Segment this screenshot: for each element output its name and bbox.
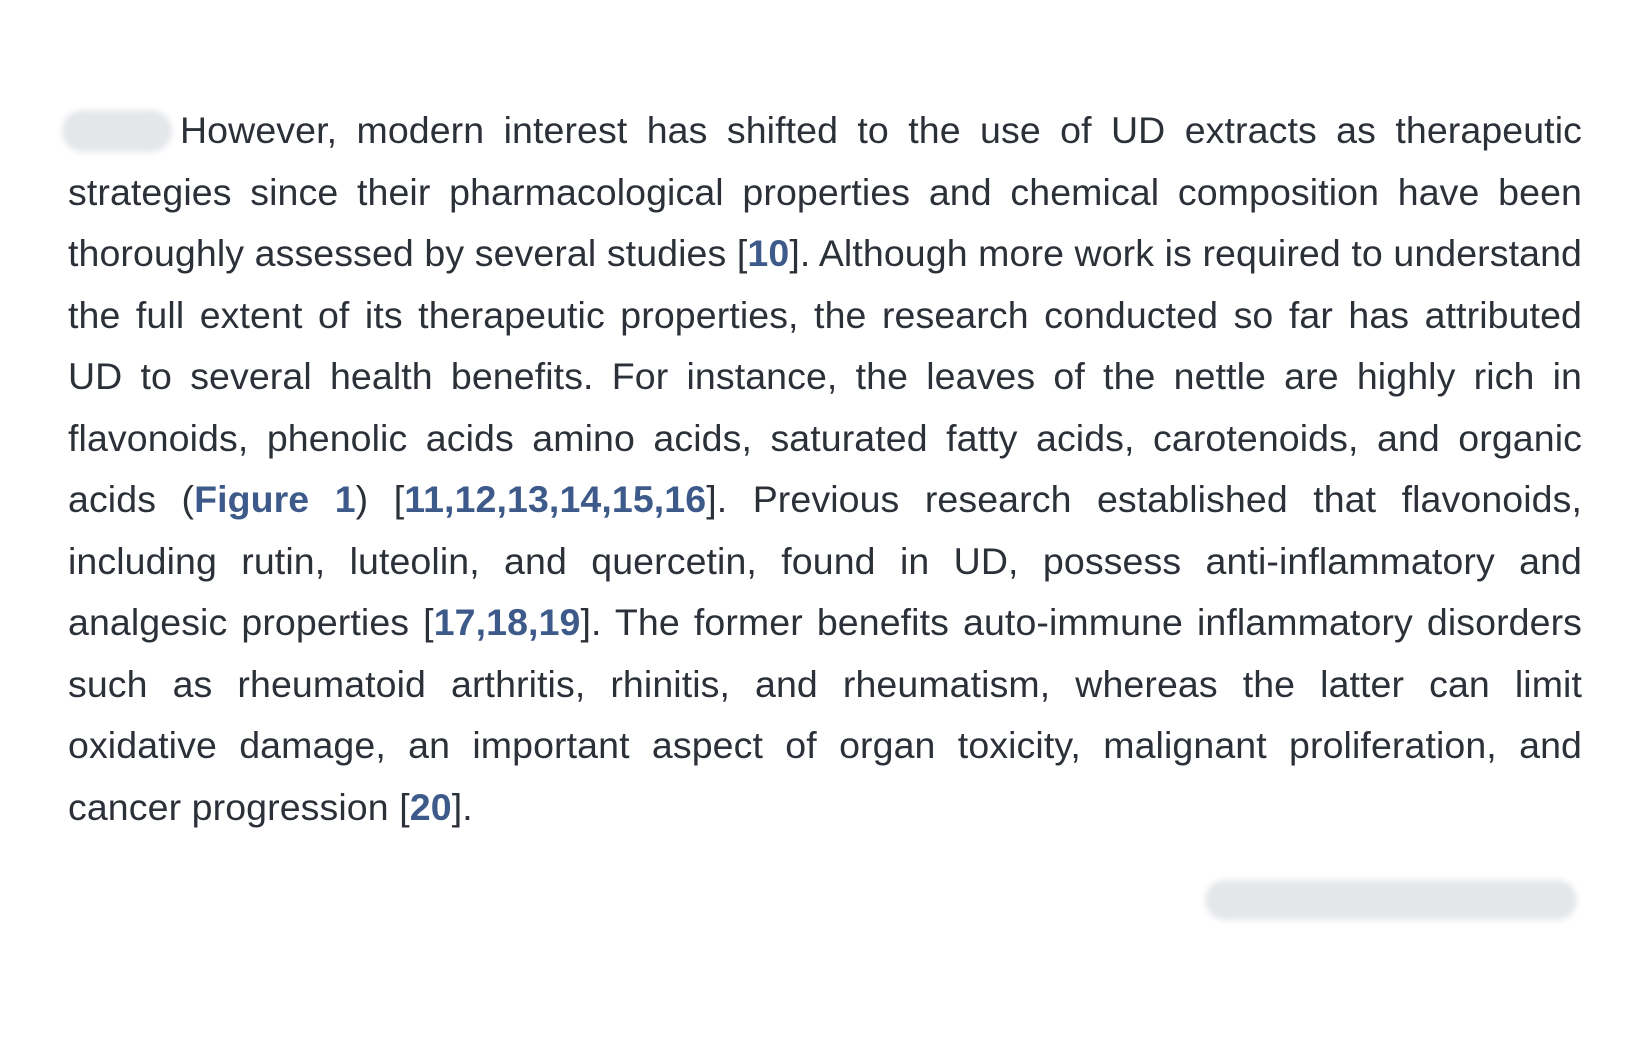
citation-ref-17-19[interactable]: 17,18,19	[433, 601, 581, 643]
citation-ref-10[interactable]: 10	[747, 232, 790, 274]
redaction-mark-end	[1205, 880, 1577, 920]
paragraph-text-4: ]. Previous research established that flavonoids, including rutin, luteolin, and quercetin, found in UD, possess anti-inflammatory and analgesic properties [	[68, 478, 1582, 643]
paragraph-text-3: ) [	[355, 478, 405, 520]
figure-1-link[interactable]: Figure 1	[194, 478, 356, 520]
paragraph-text-6: ].	[451, 785, 473, 828]
body-paragraph	[68, 100, 1582, 838]
citation-ref-11-16[interactable]: 11,12,13,14,15,16	[404, 478, 707, 520]
paragraph-text-2: ]. Although more work is required to understand the full extent of its therapeutic properties, the research conducted so far has attributed UD to several health benefits. For instance, the leaves of the nettle are highly rich in flavonoids, phenolic acids amino acids, saturated fatty acids, carotenoids, and organic acids (	[68, 232, 1583, 520]
citation-ref-20[interactable]: 20	[409, 785, 452, 828]
paragraph-text-5: ]. The former benefits auto-immune inflammatory disorders such as rheumatoid arthritis, rhinitis, and rheumatism, whereas the latter can limit oxidative damage, an important aspect of organ toxicity, malignant proliferation, and cancer progression [	[68, 601, 1583, 828]
paragraph-text-1: However, modern interest has shifted to the use of UD extracts as therapeutic strategies since their pharmacological properties and chemical composition have been thoroughly assessed by several studies [	[68, 109, 1582, 274]
paragraph-block	[68, 100, 1582, 838]
